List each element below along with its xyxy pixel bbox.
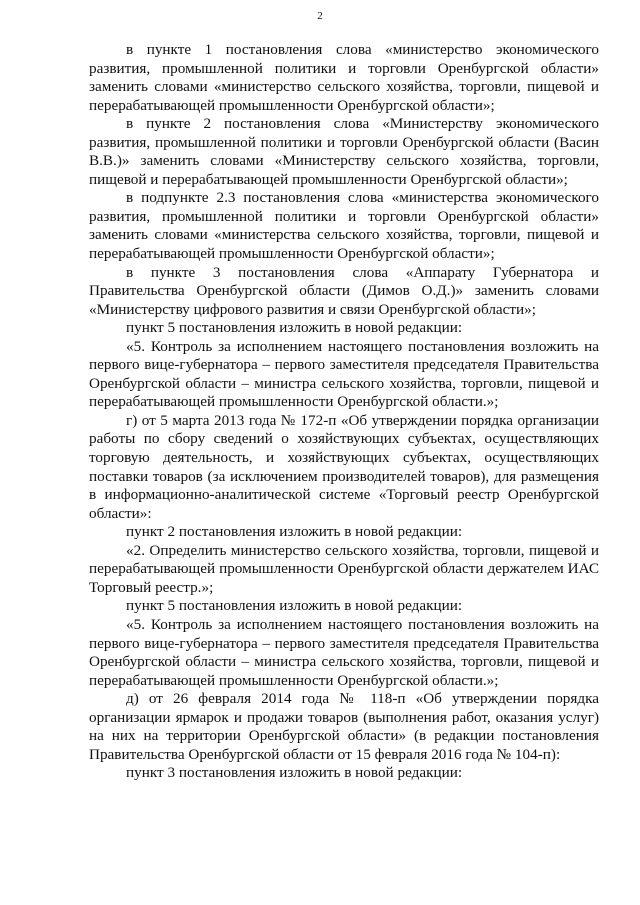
document-body	[89, 41, 599, 783]
paragraph-item-1-amendment: в пункте 1 постановления слова «министерство экономического развития, промышленной политики и торговли Оренбургской области» заменить словами «министерство сельского хозяйства, торговли, пищевой и перерабатывающей промышленности Оренбургской области»;	[89, 41, 599, 114]
paragraph-resolution-118-p: д) от 26 февраля 2014 года № 118-п «Об утверждении порядка организации ярмарок и продажи товаров (выполнения работ, оказания услуг) на них на территории Оренбургской области» (в редакции постановления Правительства Оренбургской области от 15 февраля 2016 года № 104-п):	[89, 690, 599, 763]
paragraph-item-5-intro: пункт 5 постановления изложить в новой редакции:	[126, 319, 463, 337]
paragraph-item-3-intro: пункт 3 постановления изложить в новой редакции:	[126, 764, 463, 782]
paragraph-item-5-new-text: «5. Контроль за исполнением настоящего постановления возложить на первого вице-губернатора – первого заместителя председателя Правительства Оренбургской области – министра сельского хозяйства, торговли, пищевой и перерабатывающей промышленности Оренбургской области.»;	[89, 337, 599, 411]
paragraph-item-2-intro: пункт 2 постановления изложить в новой редакции:	[126, 523, 463, 541]
paragraph-item-2-amendment: в пункте 2 постановления слова «Министерству экономического развития, промышленной политики и торговли Оренбургской области (Васин В.В.)» заменить словами «Министерству сельского хозяйства, торговли, пищевой и перерабатывающей промышленности Оренбургской области»;	[89, 115, 599, 188]
paragraph-item-5-new-text-2: «5. Контроль за исполнением настоящего постановления возложить на первого вице-губернатора – первого заместителя председателя Правительства Оренбургской области – министра сельского хозяйства, торговли, пищевой и перерабатывающей промышленности Оренбургской области.»;	[89, 615, 599, 689]
paragraph-item-5-intro-2: пункт 5 постановления изложить в новой редакции:	[126, 597, 463, 615]
paragraph-subitem-2-3-amendment: в подпункте 2.3 постановления слова «министерства экономического развития, промышленной политики и торговли Оренбургской области» заменить словами «министерства сельского хозяйства, торговли, пищевой и перерабатывающей промышленности Оренбургской области»;	[89, 189, 599, 263]
paragraph-resolution-172-p: г) от 5 марта 2013 года № 172-п «Об утверждении порядка организации работы по сбору сведений о хозяйствующих субъектах, осуществляющих торговую деятельность, и хозяйствующих субъектах, осуществляющих поставки товаров (за исключением производителей товаров), для размещения в информационно-аналитической системе «Торговый реестр Оренбургской области»:	[89, 411, 599, 522]
paragraph-item-3-amendment: в пункте 3 постановления слова «Аппарату Губернатора и Правительства Оренбургской области (Димов О.Д.)» заменить словами «Министерству цифрового развития и связи Оренбургской области»;	[89, 263, 599, 318]
page-number: 2	[317, 10, 323, 22]
paragraph-item-2-new-text: «2. Определить министерство сельского хозяйства, торговли, пищевой и перерабатывающей промышленности Оренбургской области держателем ИАС Торговый реестр.»;	[89, 541, 599, 596]
